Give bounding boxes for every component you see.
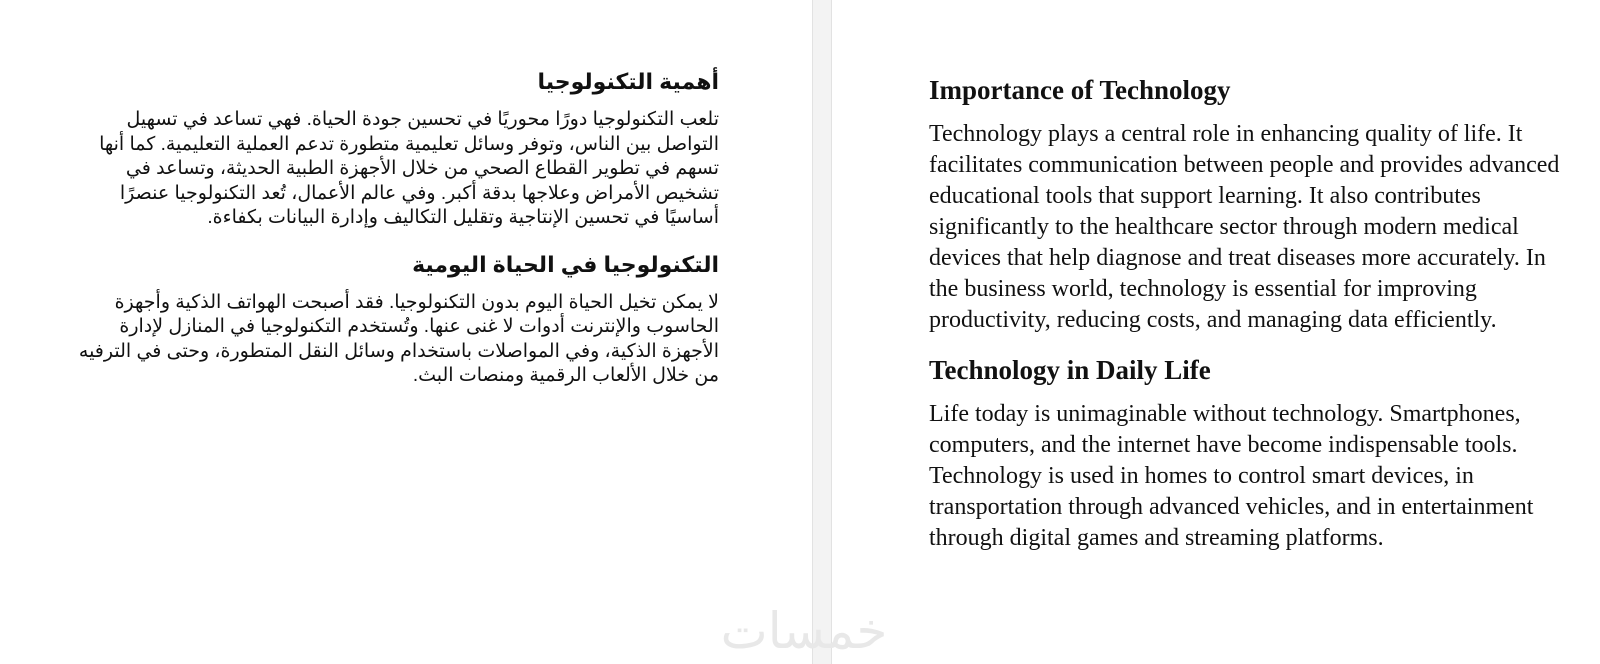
english-heading-daily-life: Technology in Daily Life bbox=[929, 355, 1211, 385]
english-paragraph-importance: Technology plays a central role in enhancing quality of life. It facilitates communication between people and provides advanced educational tools that support learning. It also contributes significantly to the healthcare sector through modern medical devices that help diagnose and treat diseases more accurately. In the business world, technology is essential for improving productivity, reducing costs, and managing data efficiently. bbox=[929, 121, 1560, 333]
english-paragraph-daily-life: Life today is unimaginable without technology. Smartphones, computers, and the internet have become indispensable tools. Technology is used in homes to control smart devices, in transportation through advanced vehicles, and in entertainment through digital games and streaming platforms. bbox=[929, 401, 1534, 551]
arabic-paragraph-daily-life: لا يمكن تخيل الحياة اليوم بدون التكنولوجيا. فقد أصبحت الهواتف الذكية وأجهزة الحاسوب والإنترنت أدوات لا غنى عنها. وتُستخدم التكنولوجيا في المنازل لإدارة الأجهزة الذكية، وفي المواصلات باستخدام وسائل النقل المتطورة، وحتى في الترفيه من خلال الألعاب الرقمية ومنصات البث. bbox=[78, 291, 719, 386]
arabic-paragraph-importance: تلعب التكنولوجيا دورًا محوريًا في تحسين جودة الحياة. فهي تساعد في تسهيل التواصل بين الناس، وتوفر وسائل تعليمية متطورة تدعم العملية التعليمية. كما أنها تسهم في تطوير القطاع الصحي من خلال الأجهزة الطبية الحديثة، وتساعد في تشخيص الأمراض وعلاجها بدقة أكبر. وفي عالم الأعمال، تُعد التكنولوجيا عنصرًا أساسيًا في تحسين الإنتاجية وتقليل التكاليف وإدارة البيانات بكفاءة. bbox=[99, 109, 719, 228]
page-gutter bbox=[812, 0, 832, 664]
english-text-column bbox=[929, 70, 1569, 568]
watermark: خمسات bbox=[720, 602, 888, 660]
arabic-text-column bbox=[70, 66, 719, 407]
english-heading-importance: Importance of Technology bbox=[929, 75, 1231, 105]
arabic-heading-importance: أهمية التكنولوجيا bbox=[537, 69, 719, 94]
arabic-heading-daily-life: التكنولوجيا في الحياة اليومية bbox=[412, 251, 719, 277]
